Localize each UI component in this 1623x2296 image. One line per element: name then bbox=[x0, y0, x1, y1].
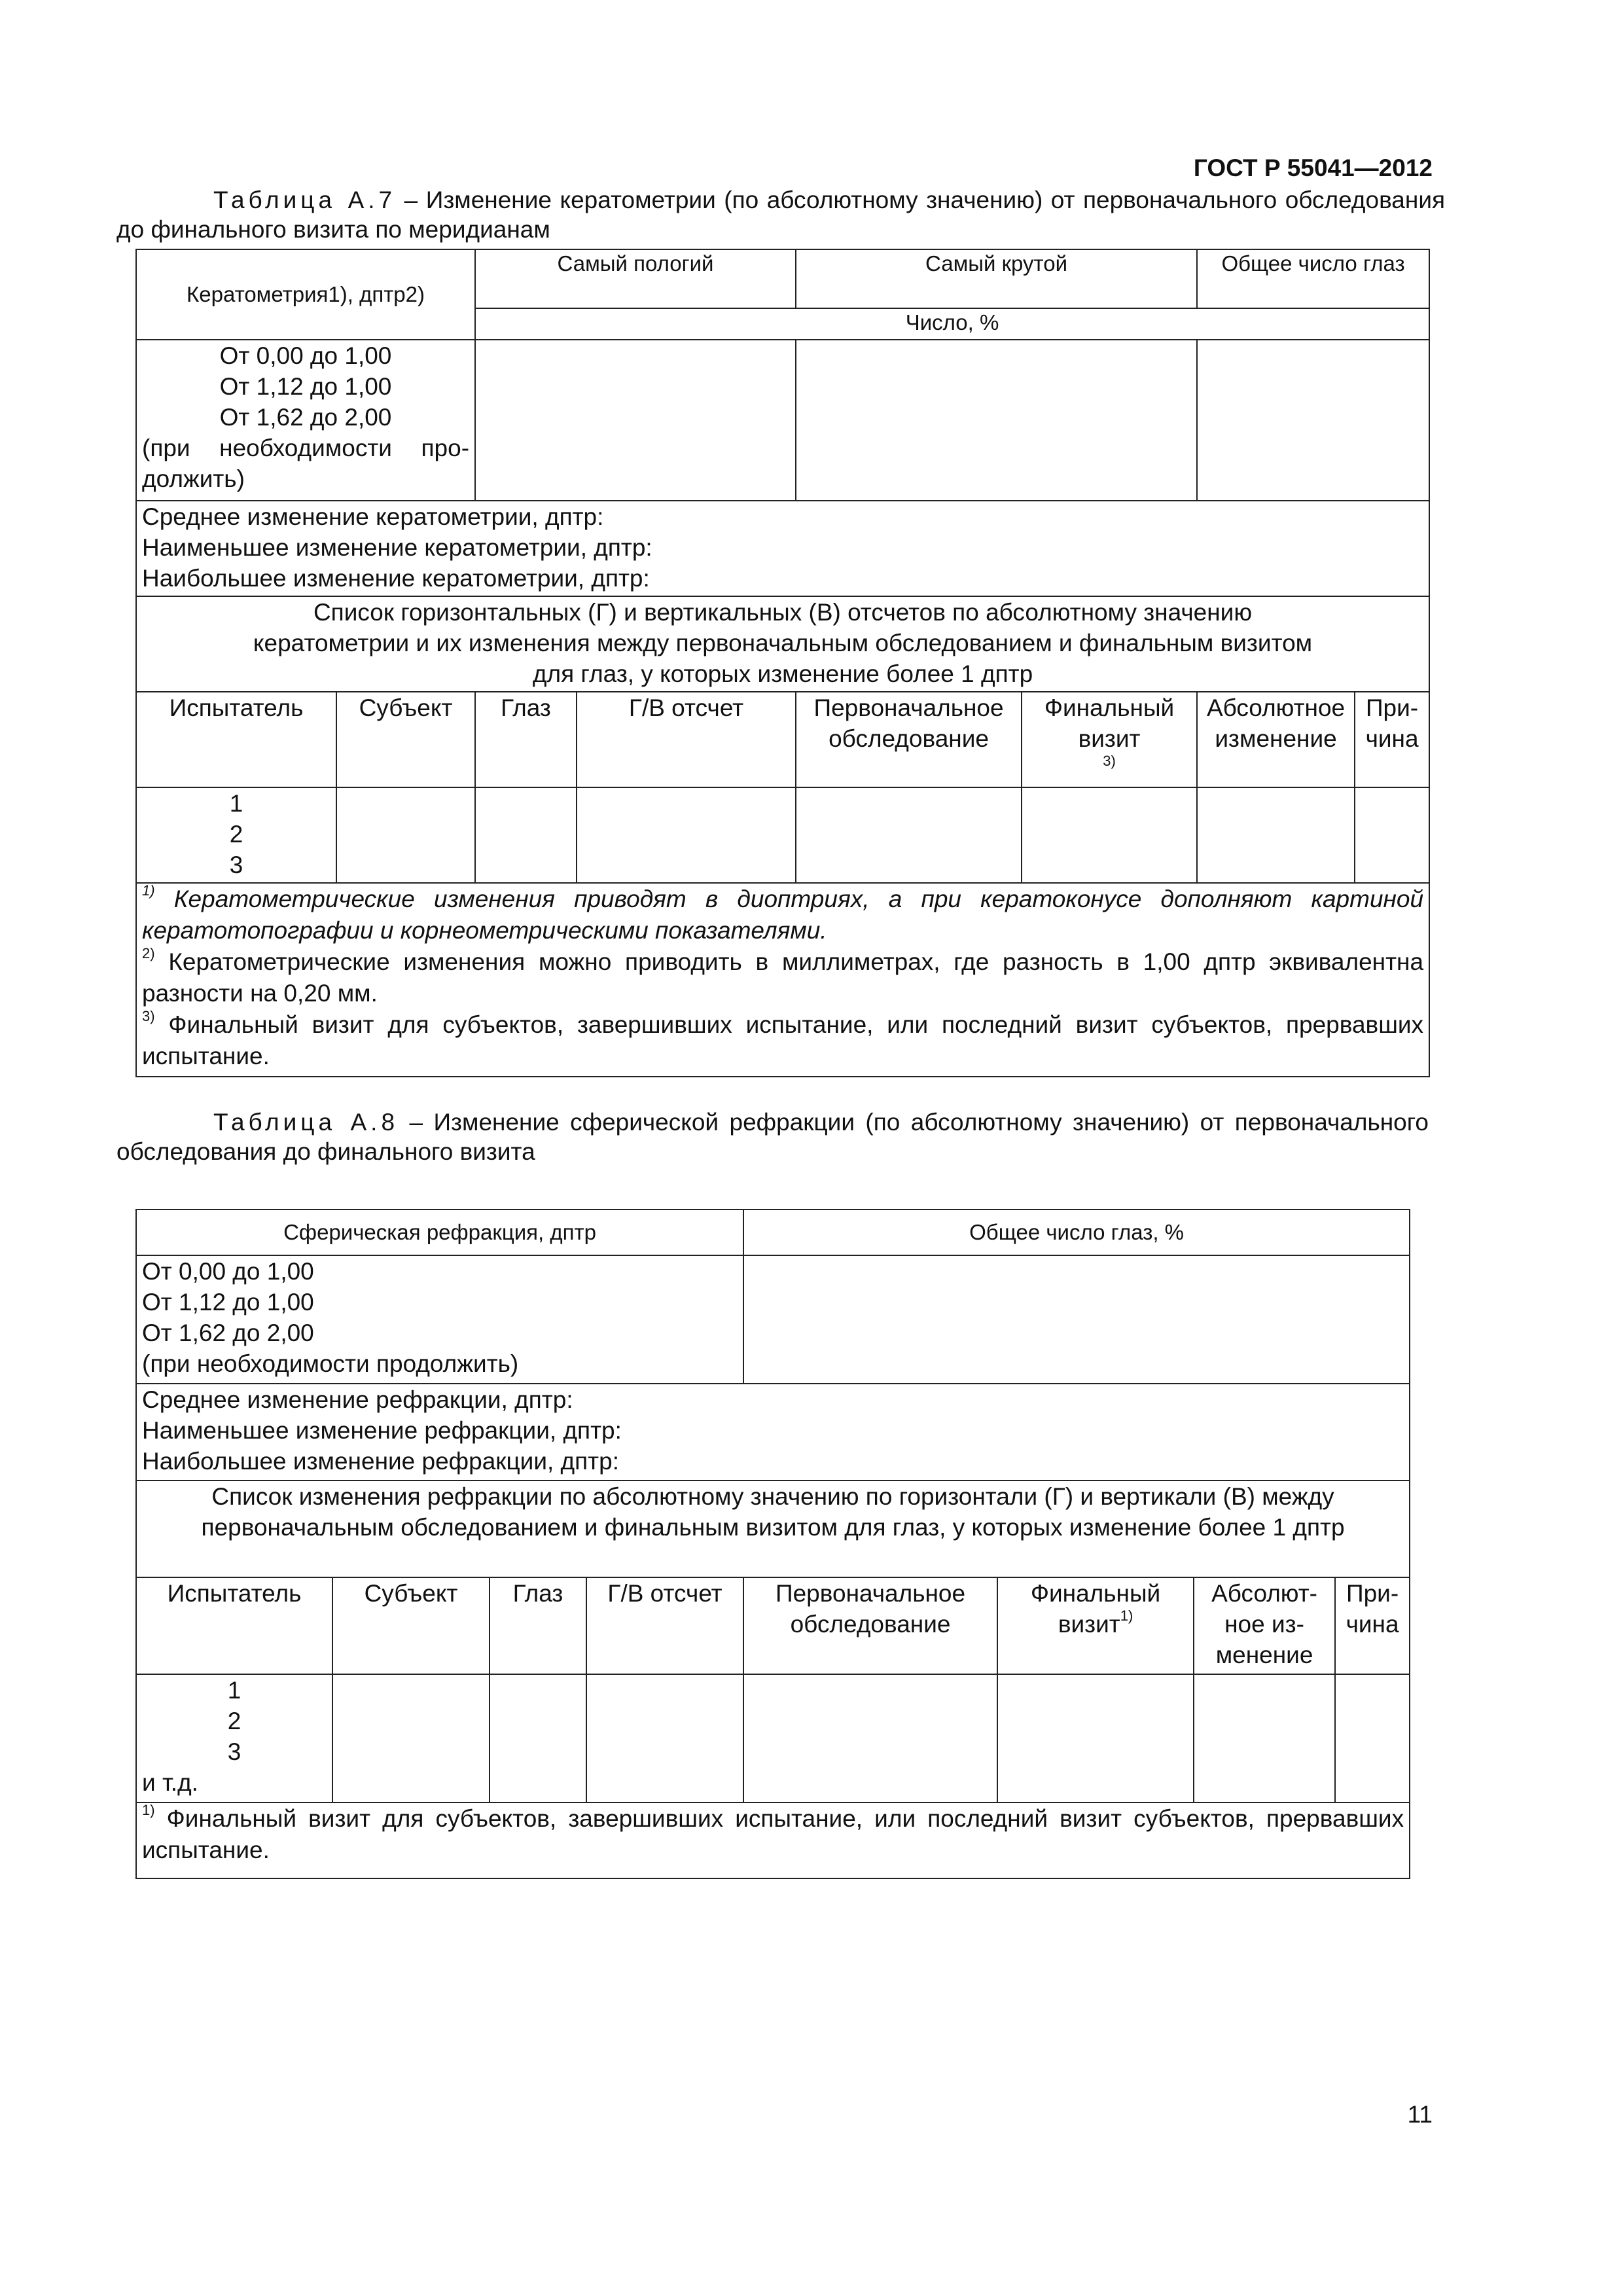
table7-steepest-value bbox=[796, 340, 1197, 501]
table7-footnote-3-mark: 3) bbox=[142, 1008, 155, 1024]
table7-cell-initial bbox=[796, 787, 1022, 883]
table7-footnote-3 bbox=[142, 1009, 1423, 1072]
table8-col-absolute: Абсолют-ное из-менение bbox=[1194, 1577, 1335, 1674]
table7-caption bbox=[116, 185, 1445, 244]
table7-row-1: 1 bbox=[229, 790, 243, 817]
table8-range-1: От 0,00 до 1,00 bbox=[142, 1258, 314, 1285]
table7-col-final-label: Финальный визит bbox=[1044, 694, 1175, 752]
table7-footnote-1 bbox=[142, 884, 1423, 946]
table7-total-value bbox=[1197, 340, 1429, 501]
table7-col-initial: Первоначальное обследование bbox=[796, 692, 1022, 787]
table8-total-value bbox=[743, 1255, 1410, 1384]
table8-col-initial: Первоначальное обследование bbox=[743, 1577, 997, 1674]
table7-cell-absolute bbox=[1197, 787, 1355, 883]
table7-footnote-1-mark: 1) bbox=[142, 882, 155, 899]
table8-cell-absolute bbox=[1194, 1674, 1335, 1803]
table8-cell-reading bbox=[586, 1674, 743, 1803]
table8-cell-eye bbox=[490, 1674, 586, 1803]
table7-cell-final bbox=[1022, 787, 1197, 883]
table7-caption-prefix: Таблица А.7 bbox=[213, 187, 397, 213]
table7-col-keratometry: Кератометрия1), дптр2) bbox=[136, 249, 475, 340]
table7-summary-mean: Среднее изменение кератометрии, дптр: bbox=[142, 503, 604, 530]
table8-ranges-cell bbox=[136, 1255, 743, 1384]
table8-col-refraction: Сферическая рефракция, дптр bbox=[136, 1210, 743, 1255]
table7-col-reading: Г/В отсчет bbox=[577, 692, 796, 787]
table7-col-tester: Испытатель bbox=[136, 692, 336, 787]
table7-summary bbox=[136, 501, 1429, 596]
table8-row-numbers bbox=[136, 1674, 332, 1803]
page-number: 11 bbox=[1407, 2101, 1433, 2128]
table8-summary-mean: Среднее изменение рефракции, дптр: bbox=[142, 1386, 573, 1413]
table8-caption bbox=[116, 1107, 1429, 1166]
table7-row-3: 3 bbox=[229, 852, 243, 878]
table8-col-eye: Глаз bbox=[490, 1577, 586, 1674]
table8-range-2: От 1,12 до 1,00 bbox=[142, 1289, 314, 1316]
table8-col-tester: Испытатель bbox=[136, 1577, 332, 1674]
table8-range-3: От 1,62 до 2,00 bbox=[142, 1319, 314, 1346]
table8-footnote bbox=[136, 1803, 1410, 1878]
table7-col-total-eyes: Общее число глаз bbox=[1197, 249, 1429, 308]
table7-cell-reading bbox=[577, 787, 796, 883]
table7 bbox=[135, 249, 1430, 1077]
table8-continue-note: (при необходимости продолжить) bbox=[142, 1350, 519, 1377]
table8-cell-final bbox=[997, 1674, 1194, 1803]
table7-ranges-cell bbox=[136, 340, 475, 501]
table7-flattest-value bbox=[475, 340, 796, 501]
table8 bbox=[135, 1209, 1410, 1879]
table7-footnotes bbox=[136, 883, 1429, 1077]
table8-row-etc: и т.д. bbox=[142, 1769, 198, 1796]
table7-footnote-2-text: Кератометрические изменения можно приводить в миллиметрах, где разность в 1,00 дптр эквивалентна разности на 0,20 мм. bbox=[142, 948, 1424, 1007]
table8-col-final-label: Финальный визит bbox=[1030, 1580, 1161, 1638]
table7-col-steepest: Самый крутой bbox=[796, 249, 1197, 308]
table8-cell-subject bbox=[332, 1674, 490, 1803]
table7-col-final bbox=[1022, 692, 1197, 787]
table8-cell-initial bbox=[743, 1674, 997, 1803]
table7-caption-text: – Изменение кератометрии (по абсолютному значению) от первоначального обследования до финального визита по меридианам bbox=[116, 187, 1446, 243]
table8-footnote-mark: 1) bbox=[142, 1802, 155, 1818]
table7-footnote-1-text: Кератометрические изменения приводят в диоптриях, а при кератоконусе дополняют картиной кератотопографии и корнеометрическими показателями. bbox=[142, 886, 1424, 944]
table8-caption-text: – Изменение сферической рефракции (по абсолютному значению) от первоначального обследования до финального визита bbox=[116, 1109, 1429, 1165]
table8-cell-reason bbox=[1335, 1674, 1410, 1803]
table8-col-reason: При-чина bbox=[1335, 1577, 1410, 1674]
table7-footnote-2 bbox=[142, 946, 1423, 1009]
table8-col-final bbox=[997, 1577, 1194, 1674]
table7-col-subject: Субъект bbox=[336, 692, 475, 787]
table7-footnote-2-mark: 2) bbox=[142, 945, 155, 961]
table7-summary-max: Наибольшее изменение кератометрии, дптр: bbox=[142, 565, 650, 592]
table7-range-3: От 1,62 до 2,00 bbox=[219, 404, 392, 431]
table7-col-absolute: Абсолютное изменение bbox=[1197, 692, 1355, 787]
table8-summary bbox=[136, 1384, 1410, 1480]
table7-range-2: От 1,12 до 1,00 bbox=[219, 373, 392, 400]
table7-col-reason: При-чина bbox=[1355, 692, 1429, 787]
table8-col-subject: Субъект bbox=[332, 1577, 490, 1674]
table7-cell-eye bbox=[475, 787, 577, 883]
table8-col-total-eyes: Общее число глаз, % bbox=[743, 1210, 1410, 1255]
table7-row-numbers bbox=[136, 787, 336, 883]
table7-row-2: 2 bbox=[229, 821, 243, 848]
standard-number: ГОСТ Р 55041—2012 bbox=[1193, 154, 1433, 181]
table8-col-final-sup: 1) bbox=[1120, 1607, 1133, 1624]
table8-row-2: 2 bbox=[227, 1708, 241, 1734]
table7-continue-note: (при необходимости про-должить) bbox=[142, 435, 470, 492]
table7-cell-reason bbox=[1355, 787, 1429, 883]
table7-col-flattest: Самый пологий bbox=[475, 249, 796, 308]
table7-col-eye: Глаз bbox=[475, 692, 577, 787]
table8-summary-max: Наибольшее изменение рефракции, дптр: bbox=[142, 1448, 619, 1475]
table8-row-1: 1 bbox=[227, 1677, 241, 1704]
table7-col-number-percent: Число, % bbox=[475, 308, 1429, 340]
table8-caption-prefix: Таблица А.8 bbox=[213, 1109, 399, 1136]
table8-list-title: Список изменения рефракции по абсолютному значению по горизонтали (Г) и вертикали (В) между первоначальным обследованием и финальным визитом для глаз, у которых изменение более 1 дптр bbox=[136, 1480, 1410, 1577]
table8-row-3: 3 bbox=[227, 1738, 241, 1765]
table8-footnote-text: Финальный визит для субъектов, завершивших испытание, или последний визит субъектов, прервавших испытание. bbox=[142, 1805, 1404, 1863]
table7-summary-min: Наименьшее изменение кератометрии, дптр: bbox=[142, 534, 652, 561]
table7-footnote-3-text: Финальный визит для субъектов, завершивших испытание, или последний визит субъектов, прервавших испытание. bbox=[142, 1011, 1424, 1069]
table8-col-reading: Г/В отсчет bbox=[586, 1577, 743, 1674]
table7-range-1: От 0,00 до 1,00 bbox=[219, 342, 392, 369]
table7-cell-subject bbox=[336, 787, 475, 883]
table7-col-final-sup: 3) bbox=[1103, 753, 1116, 769]
table8-summary-min: Наименьшее изменение рефракции, дптр: bbox=[142, 1417, 622, 1444]
table7-list-title: Список горизонтальных (Г) и вертикальных (В) отсчетов по абсолютному значению кератометрии и их изменения между первоначальным обследованием и финальным визитом для глаз, у которых изменение более 1 дптр bbox=[136, 596, 1429, 692]
